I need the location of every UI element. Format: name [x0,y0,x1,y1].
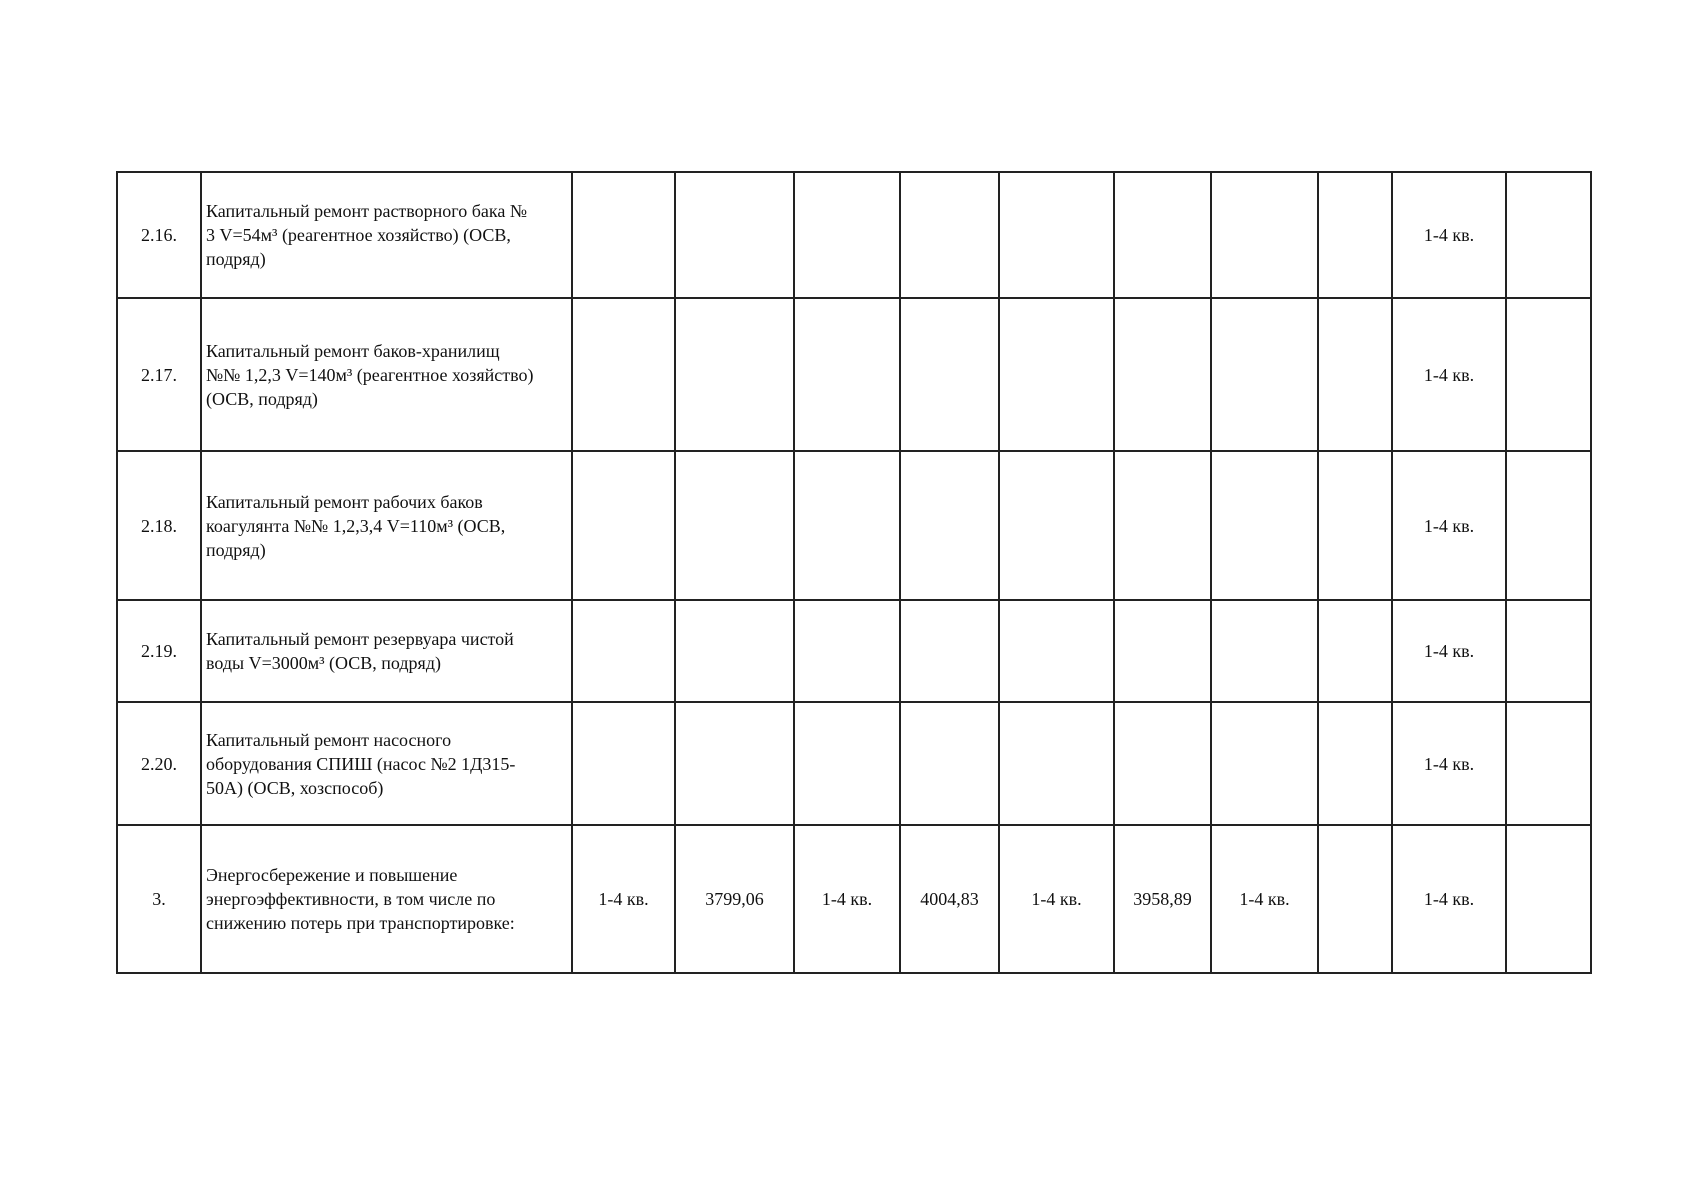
row-description: Капитальный ремонт растворного бака № 3 V=54м³ (реагентное хозяйство) (ОСВ, подряд) [201,172,572,298]
cell: 1-4 кв. [1392,172,1506,298]
cell [1114,600,1211,702]
cell [572,600,675,702]
cell [1211,451,1318,600]
table-row [117,172,1591,298]
cell [1318,172,1392,298]
cell [1318,451,1392,600]
cell [675,600,794,702]
cell [900,600,999,702]
cell [1506,298,1591,451]
cell [1114,702,1211,825]
row-number: 2.20. [117,702,201,825]
row-description: Капитальный ремонт резервуара чистой воды V=3000м³ (ОСВ, подряд) [201,600,572,702]
cell [675,451,794,600]
row-number: 2.17. [117,298,201,451]
work-plan-table [116,171,1592,974]
cell [572,298,675,451]
cell: 1-4 кв. [1211,825,1318,973]
table-row [117,825,1591,973]
cell: 1-4 кв. [1392,825,1506,973]
row-description: Капитальный ремонт рабочих баков коагулянта №№ 1,2,3,4 V=110м³ (ОСВ, подряд) [201,451,572,600]
cell: 1-4 кв. [1392,600,1506,702]
table-row [117,298,1591,451]
cell [1318,600,1392,702]
cell: 1-4 кв. [1392,451,1506,600]
cell [1318,298,1392,451]
cell: 1-4 кв. [999,825,1114,973]
cell [572,172,675,298]
row-description: Капитальный ремонт насосного оборудования СПИШ (насос №2 1Д315- 50А) (ОСВ, хозспособ) [201,702,572,825]
cell: 1-4 кв. [1392,298,1506,451]
row-number: 2.16. [117,172,201,298]
cell [1211,172,1318,298]
cell [794,702,900,825]
row-description: Энергосбережение и повышение энергоэффективности, в том числе по снижению потерь при транспортировке: [201,825,572,973]
cell [1506,451,1591,600]
cell [1318,702,1392,825]
cell [794,298,900,451]
cell [1506,600,1591,702]
cell: 1-4 кв. [1392,702,1506,825]
cell [999,702,1114,825]
cell [1114,298,1211,451]
cell [794,172,900,298]
cell [999,451,1114,600]
cell [999,600,1114,702]
cell [1506,702,1591,825]
row-number: 2.18. [117,451,201,600]
row-description: Капитальный ремонт баков-хранилищ №№ 1,2,3 V=140м³ (реагентное хозяйство) (ОСВ, подряд) [201,298,572,451]
cell: 4004,83 [900,825,999,973]
table-row [117,600,1591,702]
cell [1211,702,1318,825]
row-number: 2.19. [117,600,201,702]
cell: 3799,06 [675,825,794,973]
cell: 3958,89 [1114,825,1211,973]
table-row [117,451,1591,600]
cell [675,702,794,825]
cell [794,451,900,600]
cell [1506,825,1591,973]
cell [572,451,675,600]
cell [572,702,675,825]
table-row [117,702,1591,825]
cell [1114,172,1211,298]
cell [900,702,999,825]
cell [675,172,794,298]
row-number: 3. [117,825,201,973]
cell [999,298,1114,451]
cell [794,600,900,702]
cell [900,451,999,600]
cell: 1-4 кв. [572,825,675,973]
cell [1318,825,1392,973]
cell [900,298,999,451]
cell [900,172,999,298]
cell [1211,600,1318,702]
cell: 1-4 кв. [794,825,900,973]
cell [1211,298,1318,451]
cell [999,172,1114,298]
cell [1114,451,1211,600]
cell [675,298,794,451]
cell [1506,172,1591,298]
